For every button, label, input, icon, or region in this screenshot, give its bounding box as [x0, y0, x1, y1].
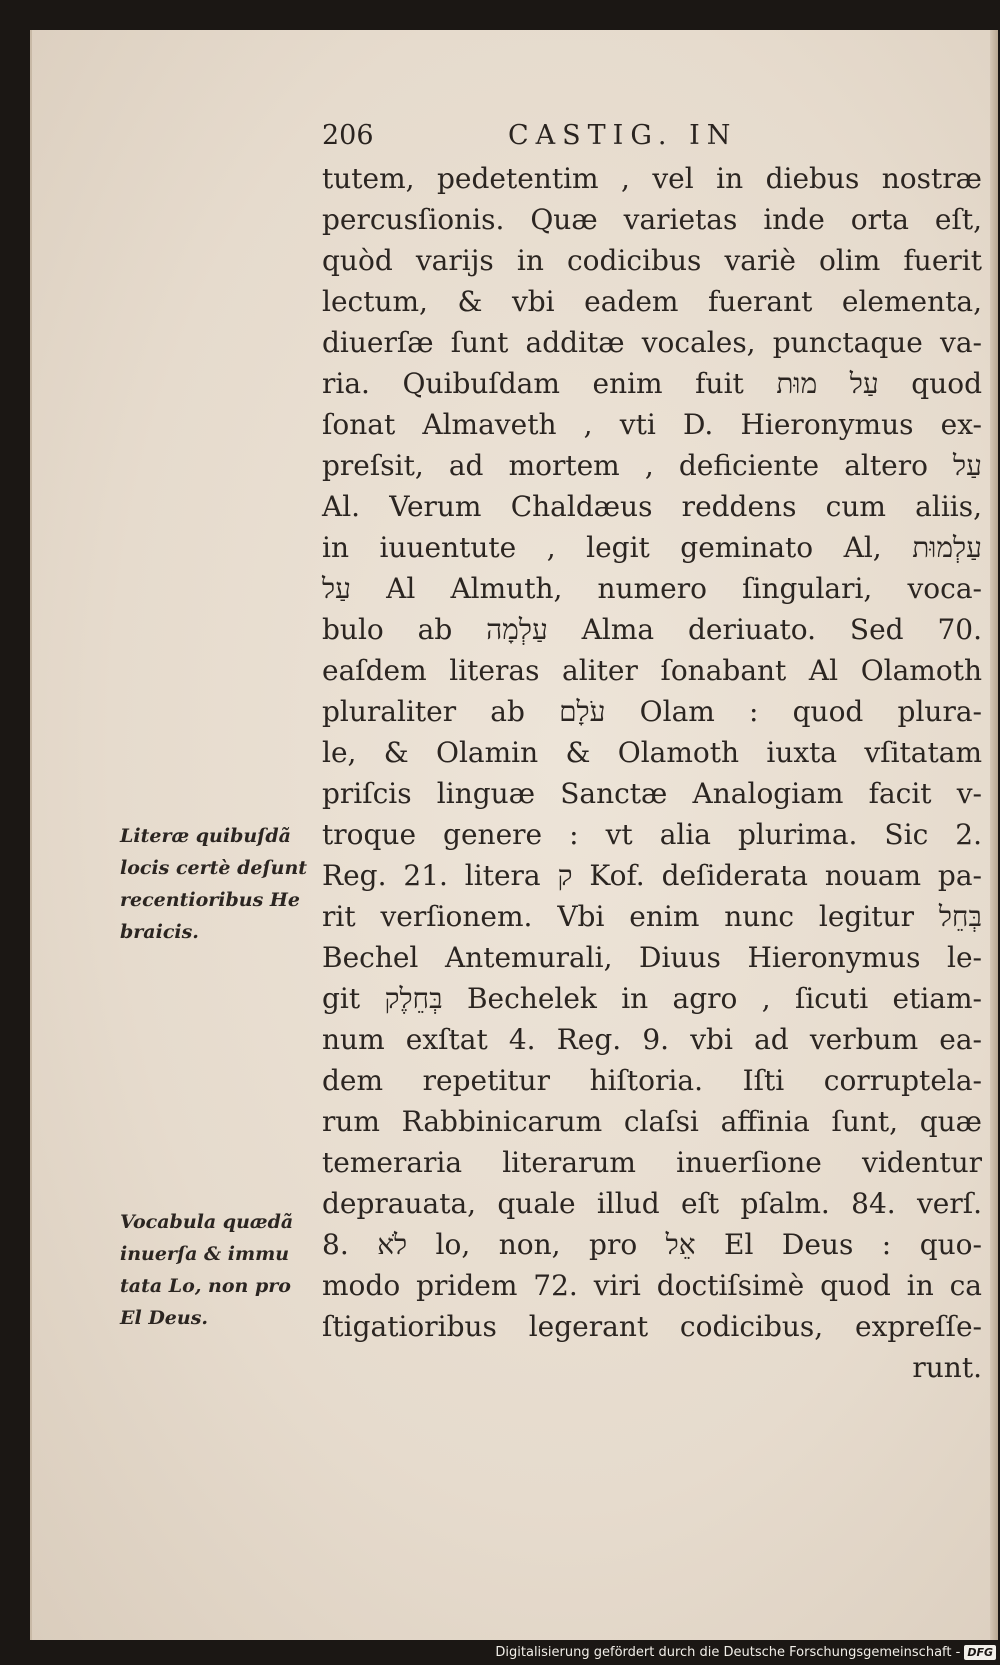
- text-line: diuerſæ ſunt additæ vocales, punctaque va-: [322, 326, 982, 359]
- text-line: priſcis linguæ Sanctæ Analogiam facit v-: [322, 777, 982, 810]
- text-line: percusſionis. Quæ varietas inde orta eſt,: [322, 203, 982, 236]
- text-line: deprauata, quale illud eſt pſalm. 84. verſ.: [322, 1187, 982, 1220]
- text-line: bulo ab עַלְמָה Alma deriuato. Sed 70.: [322, 613, 982, 646]
- running-head: CASTIG. IN: [508, 120, 738, 151]
- margin-note-vocabula: [120, 1206, 318, 1334]
- text-line: le, & Olamin & Olamoth iuxta vſitatam: [322, 736, 982, 769]
- catchword: runt.: [912, 1351, 982, 1384]
- text-line: num exſtat 4. Reg. 9. vbi ad verbum ea-: [322, 1023, 982, 1056]
- margin-note-literae: [120, 820, 318, 948]
- margin-note-line: tata Lo, non pro: [120, 1275, 291, 1297]
- margin-note-line: locis certè deſunt: [120, 857, 308, 879]
- text-line: in iuuentute , legit geminato Al, עַלְמוּת: [322, 531, 982, 564]
- text-line: eaſdem literas aliter ſonabant Al Olamoth: [322, 654, 982, 687]
- page-edge: [990, 30, 998, 1640]
- text-line: troque genere : vt alia plurima. Sic 2.: [322, 818, 982, 851]
- margin-note-line: braicis.: [120, 921, 199, 943]
- body-text: [322, 158, 982, 1388]
- text-line: pluraliter ab עֹלָם Olam : quod plura-: [322, 695, 982, 728]
- text-line: modo pridem 72. viri doctiſsimè quod in ca: [322, 1269, 982, 1302]
- text-line: rit verſionem. Vbi enim nunc legitur בְּחֵל: [322, 900, 982, 933]
- text-line: rum Rabbinicarum claſsi affinia ſunt, quæ: [322, 1105, 982, 1138]
- text-line: עַל Al Almuth, numero ſingulari, voca-: [322, 572, 982, 605]
- text-line: temeraria literarum inuerſione videntur: [322, 1146, 982, 1179]
- banner-text: Digitalisierung gefördert durch die Deutsche Forschungsgemeinschaft -: [495, 1644, 961, 1660]
- digitization-banner: [495, 1641, 996, 1663]
- text-line: Bechel Antemurali, Diuus Hieronymus le-: [322, 941, 982, 974]
- margin-note-line: recentioribus He: [120, 889, 300, 911]
- margin-note-line: Vocabula quædã: [120, 1211, 294, 1233]
- margin-note-line: Literæ quibuſdã: [120, 825, 291, 847]
- page-header: [322, 120, 962, 152]
- text-line: Al. Verum Chaldæus reddens cum aliis,: [322, 490, 982, 523]
- text-line: ſonat Almaveth , vti D. Hieronymus ex-: [322, 408, 982, 441]
- text-line: ſtigatioribus legerant codicibus, expreſſe-: [322, 1310, 982, 1343]
- margin-note-line: inuerſa & immu: [120, 1243, 290, 1265]
- text-line: Reg. 21. litera ק Kof. deſiderata nouam pa-: [322, 859, 982, 892]
- text-line: dem repetitur hiſtoria. Iſti corruptela-: [322, 1064, 982, 1097]
- text-line: ria. Quibuſdam enim fuit עַל מוּת quod: [322, 367, 983, 400]
- dfg-logo: DFG: [964, 1645, 996, 1660]
- text-line: 8. לֹא lo, non, pro אֵל El Deus : quo-: [322, 1228, 982, 1261]
- page-number: 206: [322, 120, 374, 151]
- text-line: tutem, pedetentim , vel in diebus nostræ: [322, 162, 982, 195]
- text-line: lectum, & vbi eadem fuerant elementa,: [322, 285, 982, 318]
- text-line: git בְּחֵלֶק Bechelek in agro , ſicuti etiam-: [322, 982, 983, 1015]
- text-line: preſsit, ad mortem , deficiente altero עַל: [322, 449, 982, 482]
- margin-note-line: El Deus.: [120, 1307, 209, 1329]
- text-line: quòd varijs in codicibus variè olim fuerit: [322, 244, 982, 277]
